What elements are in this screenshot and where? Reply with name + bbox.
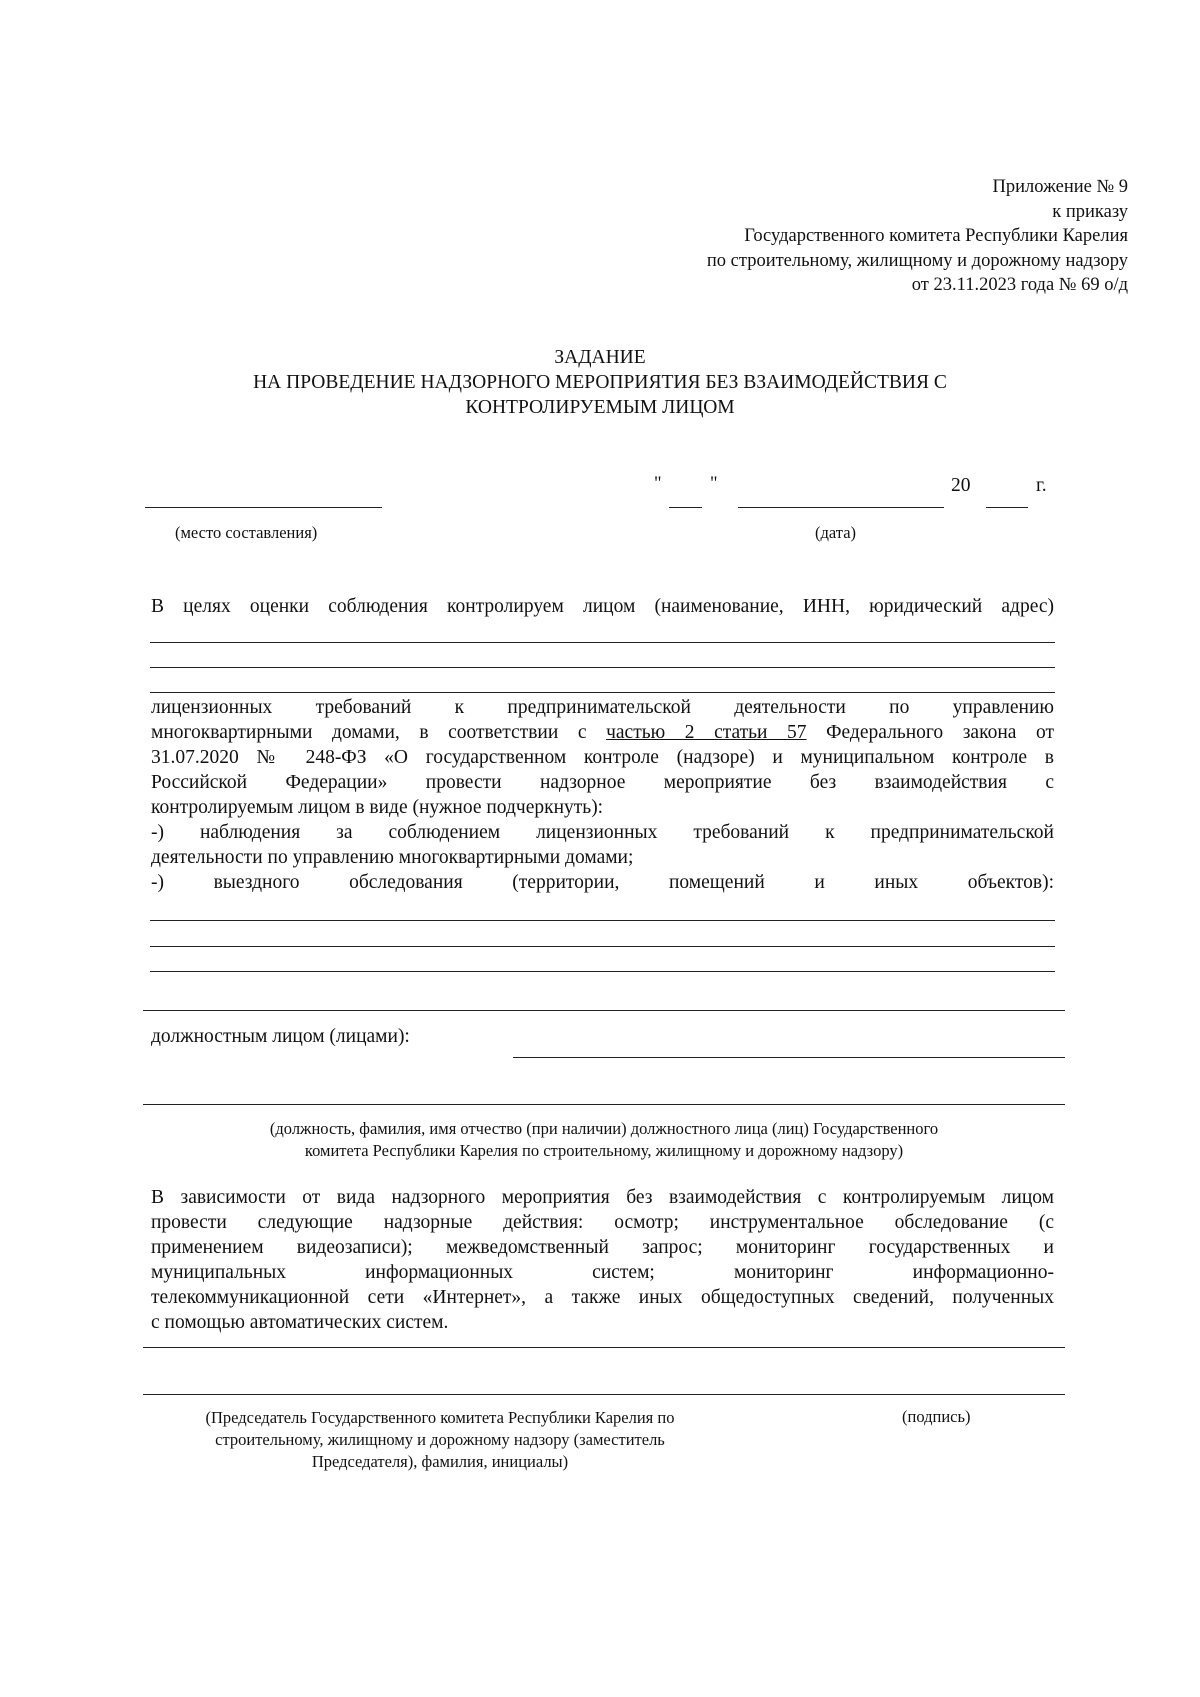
chair-caption-line-1: (Председатель Государственного комитета Республики Карелия по <box>205 1408 675 1427</box>
day-field-line[interactable] <box>669 507 702 508</box>
date-quote-close: " <box>710 474 718 494</box>
title-line-1: ЗАДАНИЕ <box>554 347 646 368</box>
body-row-2-start: многоквартирными домами, в соответствии с <box>151 722 607 743</box>
official-field-line-1[interactable] <box>513 1057 1065 1058</box>
body-row-2-end: Федерального закона от <box>806 722 1054 743</box>
month-field-line[interactable] <box>738 507 944 508</box>
chair-caption-line-3: Председателя), фамилия, инициалы) <box>311 1452 569 1471</box>
entity-field-line-1[interactable] <box>150 642 1055 643</box>
year-prefix: 20 <box>951 475 971 496</box>
place-field-line[interactable] <box>145 507 382 508</box>
inspection-field-line-3[interactable] <box>150 971 1055 972</box>
inspection-field-line-4[interactable] <box>143 1010 1065 1011</box>
actions-row-5: телекоммуникационной сети «Интернет», а также иных общедоступных сведений, полученных <box>151 1287 1054 1308</box>
chair-caption-line-2: строительному, жилищному и дорожному надзору (заместитель <box>215 1430 665 1449</box>
signature-caption: (подпись) <box>902 1407 971 1426</box>
actions-row-2: провести следующие надзорные действия: осмотр; инструментальное обследование (с <box>151 1212 1054 1233</box>
body-row-3: 31.07.2020 № 248-ФЗ «О государственном контроле (надзоре) и муниципальном контроле в <box>151 747 1054 768</box>
inspection-field-line-2[interactable] <box>150 946 1055 947</box>
appendix-committee-scope: по строительному, жилищному и дорожному надзору <box>706 250 1128 271</box>
date-caption: (дата) <box>815 523 857 542</box>
purpose-line <box>151 594 1054 619</box>
appendix-committee: Государственного комитета Республики Карелия <box>744 226 1128 246</box>
year-suffix: г. <box>1036 475 1047 496</box>
actions-row-1: В зависимости от вида надзорного мероприятия без взаимодействия с контролируемым лицом <box>151 1187 1054 1208</box>
body-row-2 <box>151 720 1054 745</box>
official-caption-line-2: комитета Республики Карелия по строительному, жилищному и дорожному надзору) <box>304 1141 904 1160</box>
inspection-field-line-1[interactable] <box>150 920 1055 921</box>
body-paragraph <box>151 695 1054 895</box>
purpose-text: В целях оценки соблюдения контролируем лицом (наименование, ИНН, юридический адрес) <box>151 596 1054 617</box>
body-row-7: деятельности по управлению многоквартирными домами; <box>151 847 634 868</box>
actions-row-4: муниципальных информационных систем; мониторинг информационно- <box>151 1262 1054 1283</box>
appendix-number: Приложение № 9 <box>992 177 1128 197</box>
official-caption-line-1: (должность, фамилия, имя отчество (при наличии) должностного лица (лиц) Государственного <box>269 1119 939 1138</box>
signature-field-line[interactable] <box>143 1394 1065 1395</box>
actions-field-line[interactable] <box>143 1347 1065 1348</box>
title-line-3: КОНТРОЛИРУЕМЫМ ЛИЦОМ <box>465 397 735 418</box>
official-label: должностным лицом (лицами): <box>151 1026 410 1047</box>
official-field-line-2[interactable] <box>143 1104 1065 1105</box>
actions-paragraph <box>151 1185 1054 1335</box>
actions-row-3: применением видеозаписи); межведомственный запрос; мониторинг государственных и <box>151 1237 1054 1258</box>
date-quote-open: " <box>654 474 662 494</box>
appendix-order-ref: к приказу <box>1052 201 1128 222</box>
entity-field-line-2[interactable] <box>150 667 1055 668</box>
body-row-5: контролируемым лицом в виде (нужное подчеркнуть): <box>151 797 604 818</box>
law-article-link[interactable]: частью 2 статьи 57 <box>606 722 807 743</box>
appendix-order-date: от 23.11.2023 года № 69 о/д <box>911 275 1128 295</box>
entity-field-line-3[interactable] <box>150 692 1055 693</box>
body-row-1: лицензионных требований к предпринимательской деятельности по управлению <box>151 697 1054 718</box>
chair-caption <box>150 1407 730 1473</box>
body-row-6: -) наблюдения за соблюдением лицензионных требований к предпринимательской <box>151 822 1054 843</box>
appendix-header <box>707 175 1128 298</box>
title-line-2: НА ПРОВЕДЕНИЕ НАДЗОРНОГО МЕРОПРИЯТИЯ БЕЗ ВЗАИМОДЕЙСТВИЯ С <box>253 372 947 393</box>
official-caption <box>143 1118 1065 1162</box>
body-row-4: Российской Федерации» провести надзорное мероприятие без взаимодействия с <box>151 772 1054 793</box>
year-field-line[interactable] <box>986 507 1028 508</box>
actions-row-6: с помощью автоматических систем. <box>151 1312 449 1333</box>
body-row-8: -) выездного обследования (территории, помещений и иных объектов): <box>151 872 1054 893</box>
document-title <box>0 345 1200 420</box>
place-caption: (место составления) <box>175 523 318 542</box>
